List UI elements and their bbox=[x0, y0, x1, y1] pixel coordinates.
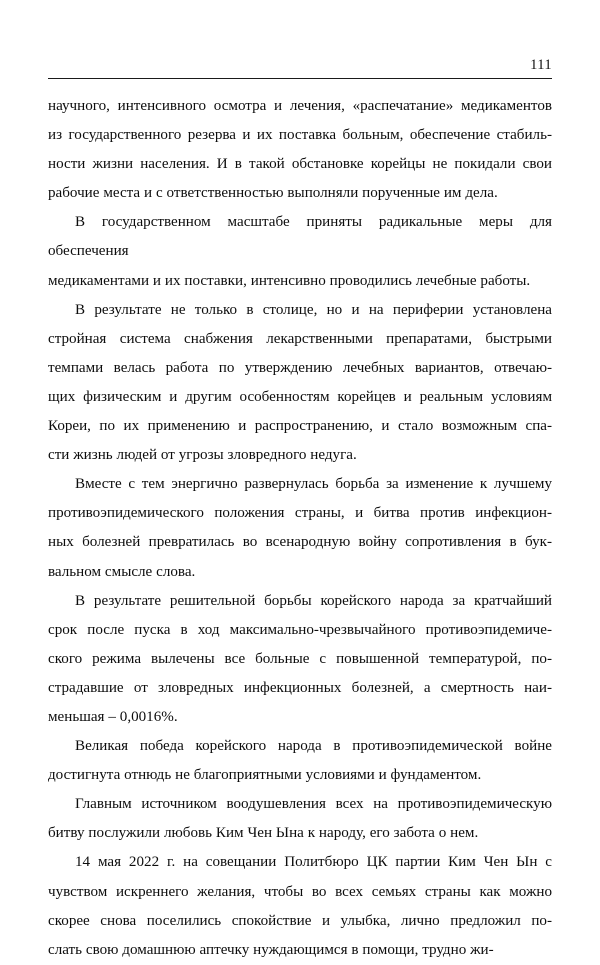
text-line: срок после пуска в ход максимально-чрезвычайного противоэпидемиче- bbox=[48, 621, 552, 638]
page-body bbox=[48, 92, 556, 965]
paragraph bbox=[48, 790, 552, 848]
text-line: стройная система снабжения лекарственными препаратами, быстрыми bbox=[48, 330, 552, 347]
text-line: научного, интенсивного осмотра и лечения, «распечатание» медикаментов bbox=[48, 98, 552, 114]
page-header bbox=[48, 58, 552, 79]
text-line: ского режима вылечены все больные с повышенной температурой, по- bbox=[48, 650, 552, 667]
paragraph bbox=[48, 296, 552, 471]
text-line: 14 мая 2022 г. на совещании Политбюро ЦК партии Ким Чен Ын с bbox=[75, 854, 552, 871]
text-line: Вместе с тем энергично развернулась борьба за изменение к лучшему bbox=[75, 476, 552, 493]
text-line: скорее снова поселились спокойствие и улыбка, лично предложил по- bbox=[48, 912, 552, 929]
text-line: сти жизнь людей от угрозы зловредного недуга. bbox=[48, 447, 357, 464]
paragraph bbox=[48, 848, 552, 964]
text-line: Кореи, по их применению и распространению, и стало возможным спа- bbox=[48, 418, 552, 435]
header-rule bbox=[48, 78, 552, 79]
text-line: Главным источником воодушевления всех на противоэпидемическую bbox=[75, 796, 552, 813]
text-line: вальном смысле слова. bbox=[48, 563, 196, 580]
text-line: Великая победа корейского народа в противоэпидемической войне bbox=[75, 738, 552, 755]
paragraph bbox=[48, 470, 552, 586]
text-line: слать свою домашнюю аптечку нуждающимся в помощи, трудно жи- bbox=[48, 941, 494, 958]
text-line: темпами велась работа по утверждению лечебных вариантов, отвечаю- bbox=[48, 359, 552, 376]
text-line: противоэпидемического положения страны, и битва против инфекцион- bbox=[48, 505, 552, 522]
paragraph bbox=[48, 92, 552, 208]
text-line: щих физическим и другим особенностям корейцев и реальным условиям bbox=[48, 388, 552, 405]
text-line: из государственного резерва и их поставка больным, обеспечение стабиль- bbox=[48, 127, 552, 144]
text-line: В результате не только в столице, но и на периферии установлена bbox=[75, 301, 552, 318]
text-line: ности жизни населения. И в такой обстановке корейцы не покидали свои bbox=[48, 156, 552, 173]
text-line: медикаментами и их поставки, интенсивно проводились лечебные работы. bbox=[48, 272, 531, 289]
text-line: достигнута отнюдь не благоприятными условиями и фундаментом. bbox=[48, 767, 482, 784]
text-line: чувством искреннего желания, чтобы во всех семьях страны как можно bbox=[48, 883, 552, 900]
text-line: страдавшие от зловредных инфекционных болезней, а смертность наи- bbox=[48, 679, 552, 696]
paragraph bbox=[48, 208, 556, 295]
text-line: ных болезней превратилась во всенародную войну сопротивления в бук- bbox=[48, 534, 552, 551]
paragraph bbox=[48, 587, 552, 732]
page-number: 111 bbox=[530, 57, 552, 73]
text-line: В результате решительной борьбы корейского народа за кратчайший bbox=[75, 592, 552, 609]
text-line: В государственном масштабе приняты радикальные меры для обеспечения bbox=[48, 214, 556, 260]
text-line: рабочие места и с ответственностью выполняли порученные им дела. bbox=[48, 185, 498, 202]
paragraph bbox=[48, 732, 552, 790]
text-line: битву послужили любовь Ким Чен Ына к народу, его забота о нем. bbox=[48, 825, 479, 842]
text-line: меньшая – 0,0016%. bbox=[48, 708, 178, 725]
